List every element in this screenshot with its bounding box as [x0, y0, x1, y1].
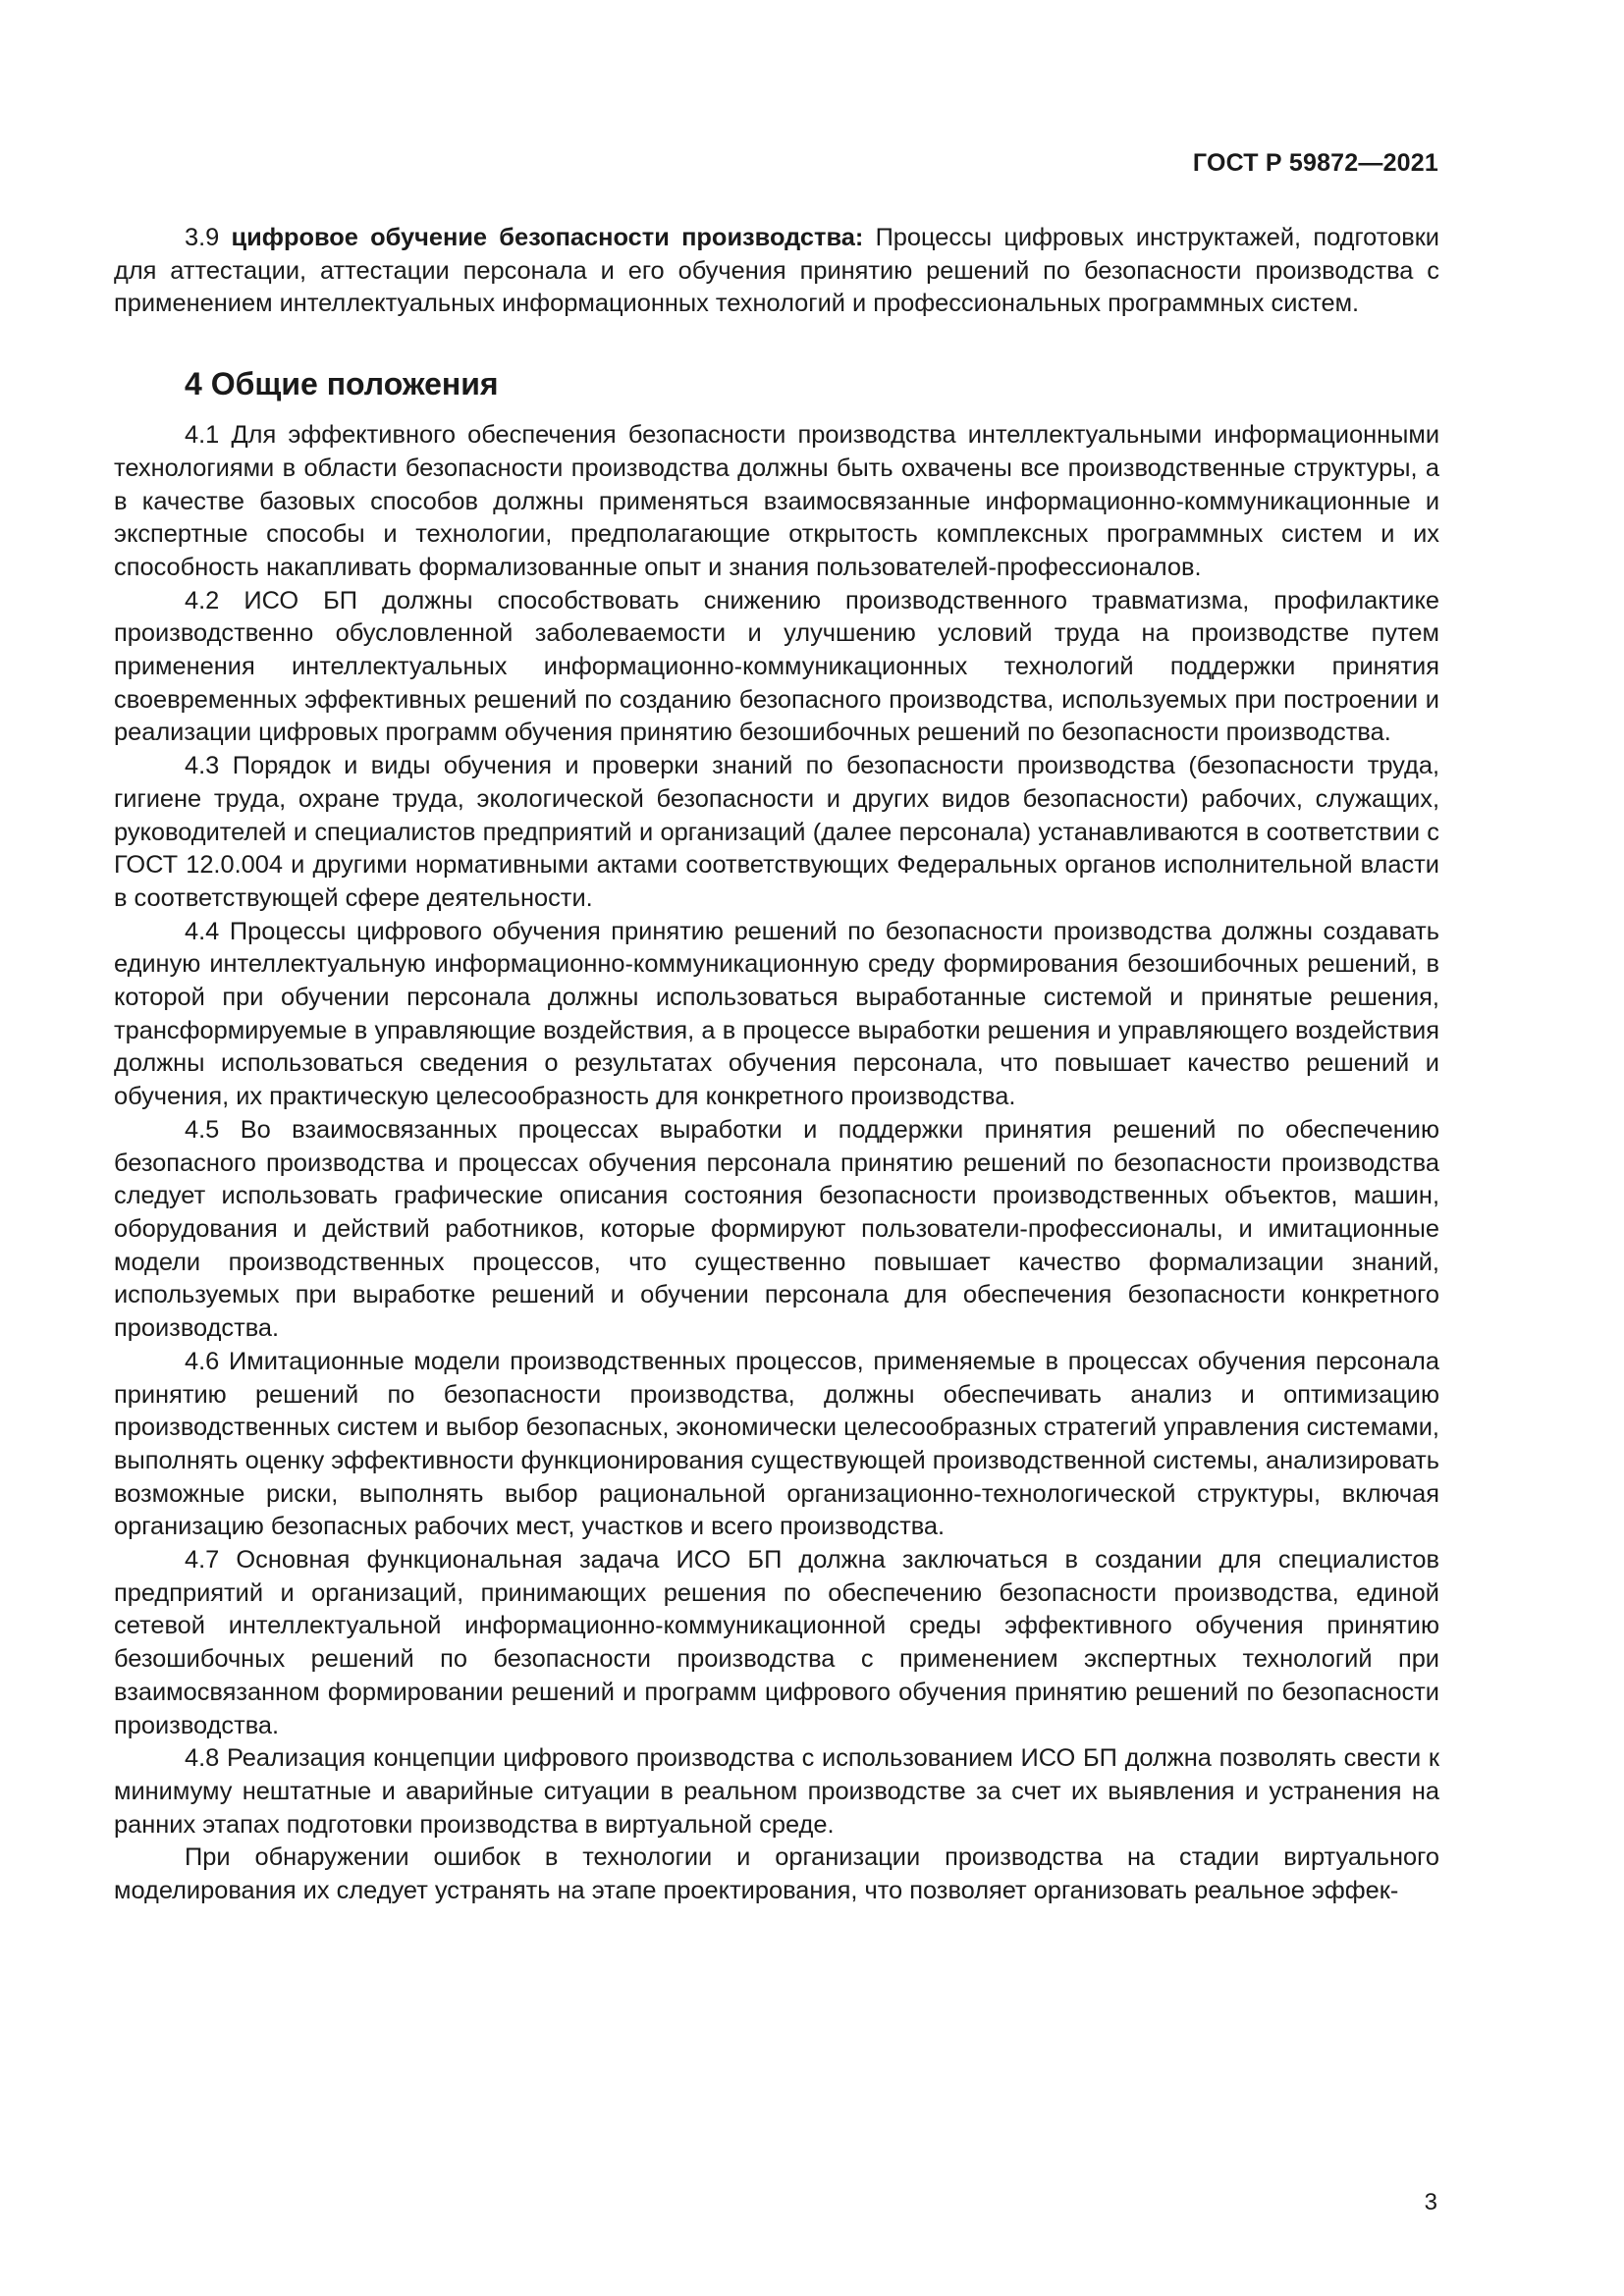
term-title: цифровое обучение безопасности производства: — [231, 224, 864, 251]
document-code-header: ГОСТ Р 59872—2021 — [1192, 149, 1438, 177]
paragraph-4-4: 4.4 Процессы цифрового обучения принятию решений по безопасности производства должны создавать единую интеллектуальную информационно-коммуникационную среду формирования безошибочных решений, в которой при обучении персонала должны использоваться выработанные системой и принятые решения, трансформируемые в управляющие воздействия, а в процессе выработки решения и управляющего воздействия должны использоваться сведения о результатах обучения персонала, что повышает качество решений и обучения, их практическую целесообразность для конкретного производства. — [114, 917, 1439, 1111]
page-number: 3 — [1424, 2189, 1437, 2216]
page-body — [114, 222, 1439, 1908]
paragraph-4-6: 4.6 Имитационные модели производственных процессов, применяемые в процессах обучения персонала принятию решений по безопасности производства, должны обеспечивать анализ и оптимизацию производственных систем и выбор безопасных, экономически целесообразных стратегий управления системами, выполнять оценку эффективности функционирования существующей производственной системы, анализировать возможные риски, выполнять выбор рациональной организационно-технологической структуры, включая организацию безопасных рабочих мест, участков и всего производства. — [114, 1347, 1439, 1541]
clause-number: 3.9 — [185, 224, 220, 251]
paragraph-4-5: 4.5 Во взаимосвязанных процессах выработки и поддержки принятия решений по обеспечению безопасного производства и процессах обучения персонала принятию решений по безопасности производства следует использовать графические описания состояния безопасности производственных объектов, машин, оборудования и действий работников, которые формируют пользователи-профессионалы, и имитационные модели производственных процессов, что существенно повышает качество формализации знаний, используемых при выработке решений и обучении персонала для обеспечения безопасности конкретного производства. — [114, 1115, 1439, 1343]
paragraph-4-2: 4.2 ИСО БП должны способствовать снижению производственного травматизма, профилактике производственно обусловленной заболеваемости и улучшению условий труда на производстве путем применения интеллектуальных информационно-коммуникационных технологий поддержки принятия своевременных эффективных решений по созданию безопасного производства, используемых при построении и реализации цифровых программ обучения принятию безошибочных решений по безопасности производства. — [114, 586, 1439, 747]
paragraph-4-8-continued: При обнаружении ошибок в технологии и организации производства на стадии виртуального моделирования их следует устранять на этапе проектирования, что позволяет организовать реальное эффек- — [114, 1843, 1439, 1905]
paragraph-4-1: 4.1 Для эффективного обеспечения безопасности производства интеллектуальными информационными технологиями в области безопасности производства должны быть охвачены все производственные структуры, а в качестве базовых способов должны применяться взаимосвязанные информационно-коммуникационные и экспертные способы и технологии, предполагающие открытость комплексных программных систем и их способность накапливать формализованные опыт и знания пользователей-профессионалов. — [114, 421, 1439, 581]
clause-3-9 — [114, 222, 1439, 321]
paragraph-4-7: 4.7 Основная функциональная задача ИСО БП должна заключаться в создании для специалистов предприятий и организаций, принимающих решения по обеспечению безопасности производства, единой сетевой интеллектуальной информационно-коммуникационной среды эффективного обучения принятию безошибочных решений по безопасности производства с применением экспертных технологий при взаимосвязанном формировании решений и программ цифрового обучения принятию решений по безопасности производства. — [114, 1546, 1439, 1739]
paragraph-4-3: 4.3 Порядок и виды обучения и проверки знаний по безопасности производства (безопасности труда, гигиене труда, охране труда, экологической безопасности и других видов безопасности) рабочих, служащих, руководителей и специалистов предприятий и организаций (далее персонала) устанавливаются в соответствии с ГОСТ 12.0.004 и другими нормативными актами соответствующих Федеральных органов исполнительной власти в соответствующей сфере деятельности. — [114, 752, 1439, 912]
paragraph-4-8: 4.8 Реализация концепции цифрового производства с использованием ИСО БП должна позволять свести к минимуму нештатные и аварийные ситуации в реальном производстве за счет их выявления и устранения на ранних этапах подготовки производства в виртуальной среде. — [114, 1744, 1439, 1839]
section-heading: 4 Общие положения — [185, 366, 499, 402]
term-definition: Процессы цифровых инструктажей, подготовки для аттестации, аттестации персонала и его обучения принятию решений по безопасности производства с применением интеллектуальных информационных технологий и профессиональных программных систем. — [114, 224, 1439, 318]
